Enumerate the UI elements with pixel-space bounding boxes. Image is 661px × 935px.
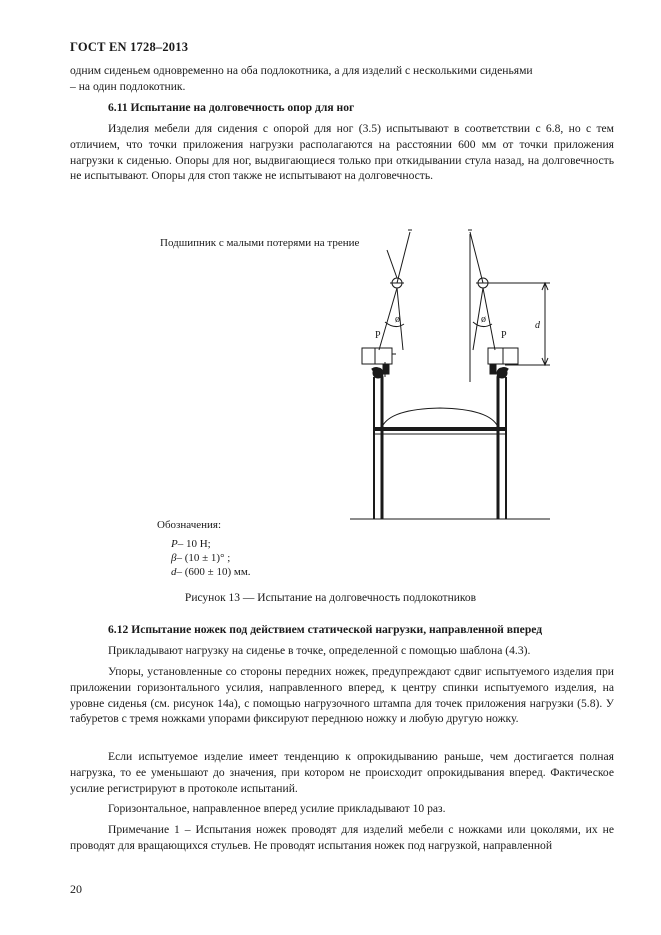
intro-line-1: одним сиденьем одновременно на оба подлокотника, а для изделий с несколькими сиденьями (70, 64, 533, 77)
bearing-label: Подшипник с малыми потерями на трение (160, 237, 360, 249)
section-6-12-paragraph-1: Прикладывают нагрузку на сиденье в точке, определенной с помощью шаблона (4.3). (108, 644, 531, 657)
left-pivot-line (397, 232, 410, 283)
section-6-11-heading: 6.11 Испытание на долговечность опор для ног (108, 101, 355, 114)
standard-header: ГОСТ EN 1728–2013 (70, 40, 189, 54)
legend-text: – (600 ± 10) мм. (176, 566, 251, 578)
right-force-label: P (501, 330, 507, 341)
legend-text: – (10 ± 1)° ; (176, 552, 231, 564)
section-6-12-paragraph-2: Упоры, установленные со стороны передних ножек, предупреждают сдвиг испытуемого изделия при приложении горизонтального усилия, направленного вперед, к центру спинки испытуемого изделия, на уровне сиденья (см. рисунок 14а), с помощью нагрузочного штампа для точек приложения нагрузки (5.8). У табуретов с тремя ножками упорами фиксируют переднюю ножку и любую другую ножку. (70, 665, 614, 726)
legend-symbol: d (171, 566, 177, 578)
legend-item (171, 552, 230, 565)
right-pivot-line (470, 232, 483, 283)
section-6-11-paragraph: Изделия мебели для сидения с опорой для ног (3.5) испытывают в соответствии с 6.8, но с тем отличием, что точки приложения нагрузки располагаются на расстоянии 600 мм от точки приложения нагрузки к сиденью. Опоры для ног, выдвигающиеся только при откидывании стула назад, на долговечность не испытывают. Опоры для стоп также не испытывают на долговечность. (70, 122, 614, 183)
seat-cushion (382, 408, 498, 427)
legend-title: Обозначения: (157, 519, 222, 531)
section-6-12-paragraph-3: Если испытуемое изделие имеет тенденцию к опрокидыванию раньше, чем достигается полная нагрузка, то ее уменьшают до значения, при котором не происходит опрокидывания вперед. Фактическое усилие регистрируют в протоколе испытаний. (70, 750, 614, 795)
legend-item (171, 538, 211, 551)
legend-symbol: β (171, 552, 177, 564)
intro-line-2: – на один подлокотник. (70, 80, 186, 93)
section-6-12-paragraph-4: Горизонтальное, направленное вперед усилие прикладывают 10 раз. (108, 802, 446, 815)
section-6-12-note: Примечание 1 – Испытания ножек проводят для изделий мебели с ножками или цоколями, их не проводят для вращающихся стульев. Не проводят испытания ножек под нагрузкой, направленной (70, 823, 614, 852)
left-arm-line (387, 250, 397, 278)
armrest-durability-diagram (340, 222, 570, 527)
figure-caption: Рисунок 13 — Испытание на долговечность подлокотников (184, 592, 477, 604)
legend-text: – 10 Н; (177, 538, 211, 550)
distance-label: d (535, 320, 540, 331)
section-6-12-heading: 6.12 Испытание ножек под действием статической нагрузки, направленной вперед (108, 623, 543, 636)
legend-symbol: P (171, 538, 178, 550)
right-angle-label: ø (481, 314, 486, 325)
legend-item (171, 566, 251, 579)
page-number: 20 (70, 882, 82, 896)
left-angle-label: ø (395, 314, 400, 325)
left-load-pad (362, 348, 392, 364)
left-force-label: P (375, 330, 381, 341)
